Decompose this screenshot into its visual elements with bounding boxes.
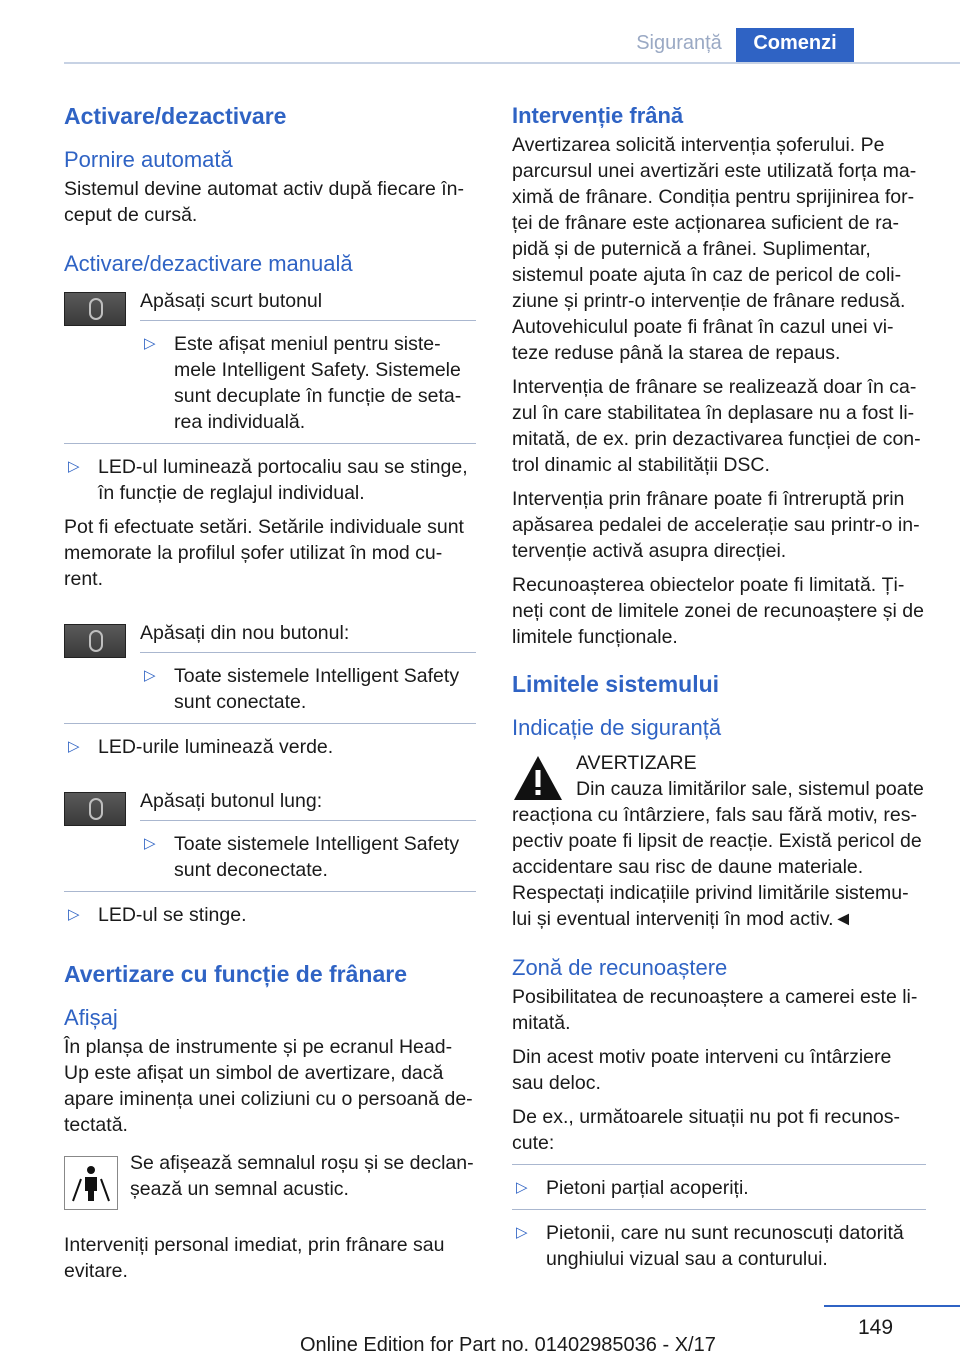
heading-brake-intervention: Intervenție frână xyxy=(512,103,684,128)
bullet-triangle-icon: ▷ xyxy=(144,835,156,852)
button-icon xyxy=(64,792,126,826)
list-item xyxy=(140,831,476,883)
text-intervene: Interveniți personal imediat, prin frânare sau evitare. xyxy=(64,1234,445,1282)
list-item xyxy=(64,454,476,506)
right-column xyxy=(512,100,926,1280)
list-item xyxy=(64,902,476,928)
list-item-text: Este afișat meniul pentru siste-mele Intelligent Safety. Sistemele sunt decuplate în funcție de seta-rea individuală. xyxy=(174,333,462,433)
divider xyxy=(140,820,476,821)
warning-title: AVERTIZARE xyxy=(576,752,697,774)
bullet-triangle-icon: ▷ xyxy=(144,335,156,352)
step-short-press xyxy=(64,288,476,435)
text-settings: Pot fi efectuate setări. Setările individuale sunt memorate la profilul șofer utilizat în mod cu-rent. xyxy=(64,516,464,590)
button-icon xyxy=(64,624,126,658)
text-zone-2: Din acest motiv poate interveni cu întârziere sau deloc. xyxy=(512,1046,892,1094)
step1-text: Apăsați scurt butonul xyxy=(140,290,323,312)
heading-activation: Activare/dezactivare xyxy=(64,103,287,129)
header-divider xyxy=(64,62,960,64)
footer-rule xyxy=(824,1305,960,1307)
heading-manual: Activare/dezactivare manuală xyxy=(64,251,353,276)
bullet-triangle-icon: ▷ xyxy=(68,458,80,475)
left-column xyxy=(64,100,476,1292)
text-auto-start: Sistemul devine automat activ după fiecare în-ceput de cursă. xyxy=(64,178,464,226)
pedestrian-warning-icon xyxy=(64,1156,118,1210)
list-item-text: LED-ul luminează portocaliu sau se stinge, în funcție de reglajul individual. xyxy=(98,456,468,504)
warning-triangle-icon xyxy=(512,752,564,804)
divider xyxy=(140,652,476,653)
heading-system-limits: Limitele sistemului xyxy=(512,671,720,697)
divider xyxy=(64,891,476,892)
list-item xyxy=(512,1220,926,1272)
tab-controls[interactable]: Comenzi xyxy=(736,28,854,62)
button-icon xyxy=(64,292,126,326)
text-brake-2: Intervenția de frânare se realizează doar în ca-zul în care stabilitatea în deplasare nu a fost li-mitată, de ex. prin dezactivarea funcției de con-trol dinamic al stabilității DSC. xyxy=(512,376,921,476)
text-brake-3: Intervenția prin frânare poate fi întreruptă prin apăsarea pedalei de accelerație sau printr-o in-tervenție activă asupra direcției. xyxy=(512,488,920,562)
signal-note xyxy=(64,1150,476,1222)
text-zone-1: Posibilitatea de recunoaștere a camerei este li-mitată. xyxy=(512,986,918,1034)
page-number: 149 xyxy=(858,1316,894,1339)
step-press-again xyxy=(64,620,476,715)
text-display: În planșa de instrumente și pe ecranul Head-Up este afișat un simbol de avertizare, dacă apare iminența unei coliziuni cu o persoană de-tectată. xyxy=(64,1036,473,1136)
step-long-press xyxy=(64,788,476,883)
heading-display: Afișaj xyxy=(64,1005,118,1030)
list-item xyxy=(140,663,476,715)
edition-text: Online Edition for Part no. 01402985036 - X/17 xyxy=(300,1334,716,1356)
list-item-text: Pietoni parțial acoperiți. xyxy=(546,1177,749,1199)
bullet-triangle-icon: ▷ xyxy=(516,1224,528,1241)
text-brake-4: Recunoașterea obiectelor poate fi limitată. Ți-neți cont de limitele zonei de recunoaștere și de limitele funcționale. xyxy=(512,574,924,648)
heading-auto-start: Pornire automată xyxy=(64,147,233,172)
heading-zone: Zonă de recunoaștere xyxy=(512,955,728,980)
tab-safety[interactable]: Siguranță xyxy=(636,32,722,54)
list-item-text: LED-urile luminează verde. xyxy=(98,736,334,758)
list-item xyxy=(64,734,476,760)
list-item xyxy=(140,331,476,435)
text-zone-3: De ex., următoarele situații nu pot fi recunos-cute: xyxy=(512,1106,901,1154)
step3-text: Apăsați butonul lung: xyxy=(140,790,323,812)
heading-brake-warning: Avertizare cu funcție de frânare xyxy=(64,961,407,987)
divider xyxy=(512,1209,926,1210)
list-item-text: Pietonii, care nu sunt recunoscuți datorită unghiului vizual sau a conturului. xyxy=(546,1222,904,1270)
warning-box xyxy=(512,750,926,776)
warning-text: Din cauza limitărilor sale, sistemul poate reacționa cu întârziere, fals sau fără motiv, res-pectiv poate fi lipsit de reacție. Există pericol de accidentare sau risc de daune materiale. Respectați indicațiile privind limitările sistemu-lui și eventual interveniți în mod activ.◄ xyxy=(512,778,924,930)
step2-text: Apăsați din nou butonul: xyxy=(140,622,350,644)
bullet-triangle-icon: ▷ xyxy=(516,1179,528,1196)
bullet-triangle-icon: ▷ xyxy=(68,738,80,755)
text-signal: Se afișează semnalul roșu și se declan-șează un semnal acustic. xyxy=(130,1152,474,1200)
bullet-triangle-icon: ▷ xyxy=(68,906,80,923)
list-item-text: Toate sistemele Intelligent Safety sunt conectate. xyxy=(174,665,460,713)
list-item-text: Toate sistemele Intelligent Safety sunt deconectate. xyxy=(174,833,460,881)
divider xyxy=(64,723,476,724)
list-item-text: LED-ul se stinge. xyxy=(98,904,247,926)
bullet-triangle-icon: ▷ xyxy=(144,667,156,684)
divider xyxy=(140,320,476,321)
divider xyxy=(512,1164,926,1165)
heading-safety-note: Indicație de siguranță xyxy=(512,715,722,740)
text-brake-1: Avertizarea solicită intervenția șoferului. Pe parcursul unei avertizări este utilizată forța ma-ximă de frânare. Condiția pentru sprijinirea for-ței de frânare este acționarea suficient de ra-pidă și de puternică a frânei. Suplimentar, sistemul poate ajuta în caz de pericol de coli-ziune și printr-o intervenție de frânare redusă. Autovehiculul poate fi frânat în cazul unei vi-teze reduse până la starea de repaus. xyxy=(512,134,917,364)
list-item xyxy=(512,1175,926,1201)
divider xyxy=(64,443,476,444)
